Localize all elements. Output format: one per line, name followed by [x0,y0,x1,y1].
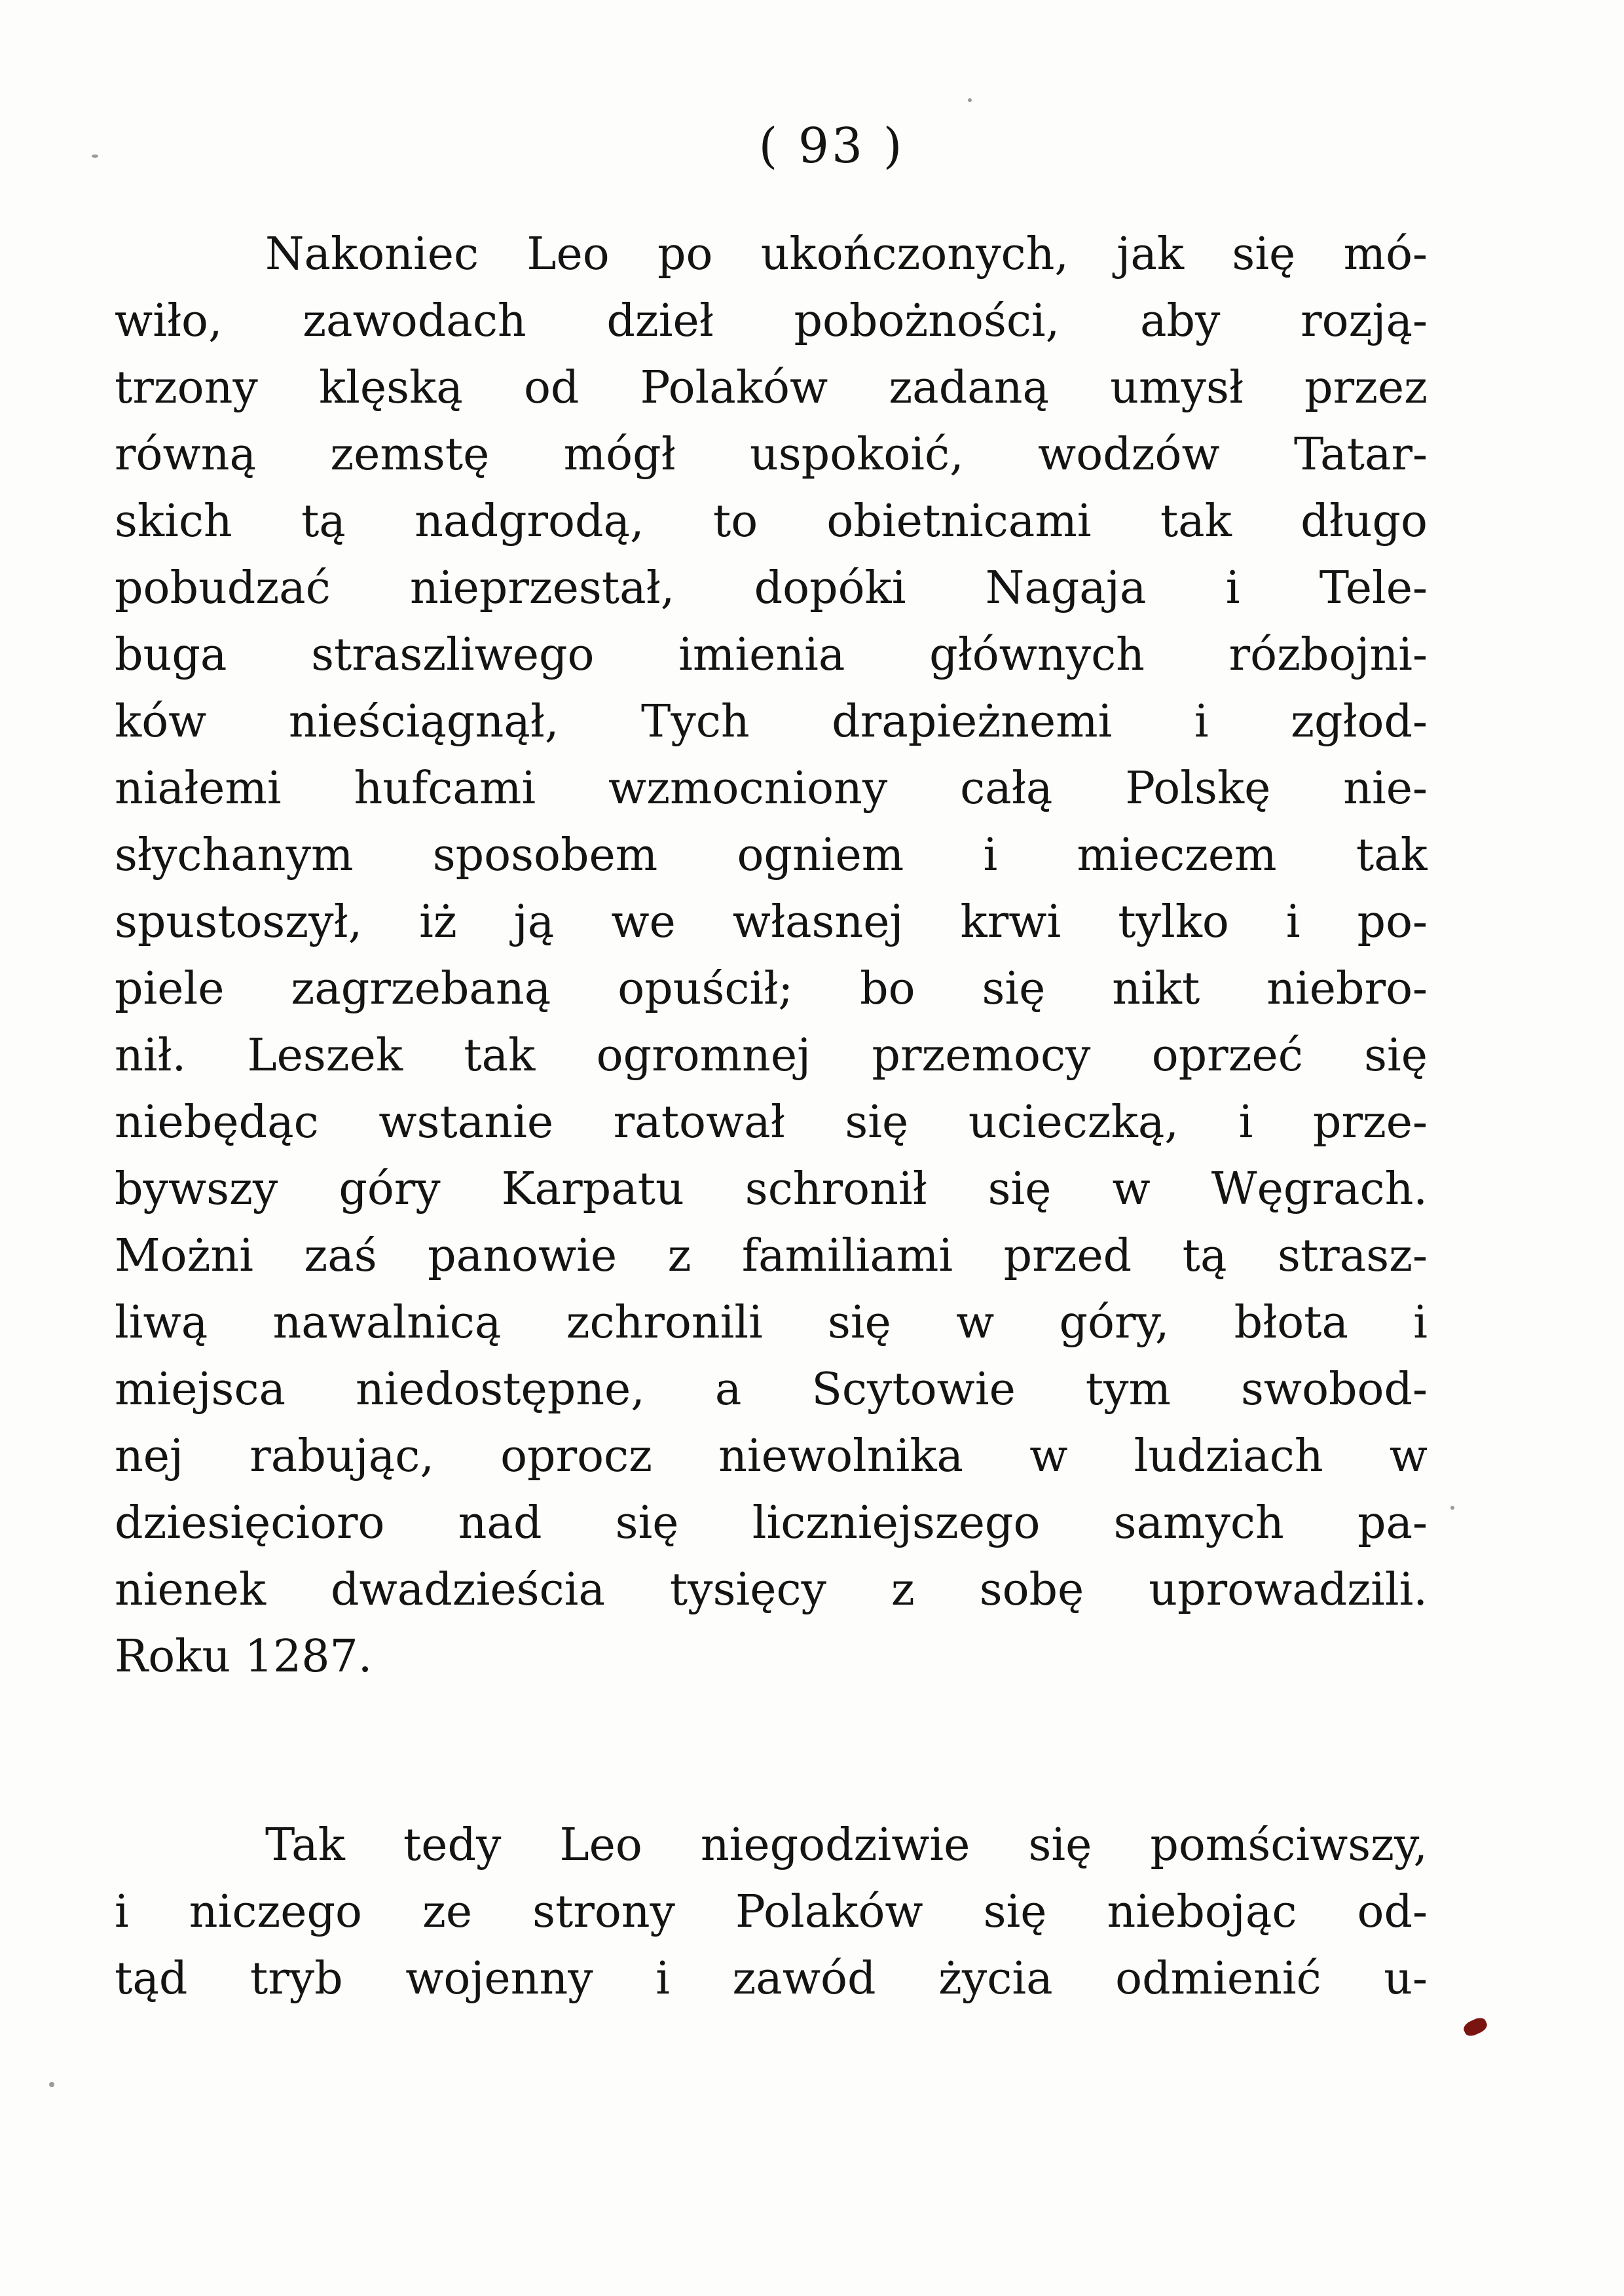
text-line: skich tą nadgrodą, to obietnicami tak długo [115,496,1428,547]
text-line: Nakoniec Leo po ukończonych, jak się mó- [265,228,1428,280]
text-line: nienek dwadzieścia tysięcy z sobę uprowadzili. [115,1564,1428,1616]
text-line: wiło, zawodach dzieł pobożności, aby rozją- [115,295,1428,347]
text-line: równą zemstę mógł uspokoić, wodzów Tatar- [115,429,1428,481]
text-line: dziesięcioro nad się liczniejszego samych pa- [115,1497,1428,1549]
text-line: bywszy góry Karpatu schronił się w Węgrach. [115,1163,1428,1215]
text-line: ków nieściągnął, Tych drapieżnemi i zgłod- [115,696,1428,748]
paper-speck [49,2082,54,2087]
text-line: tąd tryb wojenny i zawód życia odmienić u- [115,1953,1428,2005]
paragraph-1 [115,221,1428,1690]
text-line: Możni zaś panowie z familiami przed tą strasz- [115,1230,1428,1282]
text-line: Tak tedy Leo niegodziwie się pomściwszy, [265,1819,1428,1871]
text-line: niebędąc wstanie ratował się ucieczką, i prze- [115,1097,1428,1148]
text-line: i niczego ze strony Polaków się niebojąc od- [115,1886,1428,1938]
paper-speck [92,155,98,158]
text-line: liwą nawalnicą zchronili się w góry, błota i [115,1297,1428,1349]
text-line: nej rabując, oprocz niewolnika w ludziach w [115,1430,1428,1482]
paper-speck [968,98,972,102]
text-line: niałemi hufcami wzmocniony całą Polskę nie- [115,763,1428,814]
paragraph-2 [115,1812,1428,2013]
text-line: nił. Leszek tak ogromnej przemocy oprzeć się [115,1030,1428,1082]
ink-mark [1462,2015,1489,2038]
text-line: pobudzać nieprzestał, dopóki Nagaja i Tele- [115,562,1428,614]
text-line: słychanym sposobem ogniem i mieczem tak [115,829,1428,881]
text-line: buga straszliwego imienia głównych rózbojni- [115,629,1428,681]
text-line: miejsca niedostępne, a Scytowie tym swobod- [115,1364,1428,1415]
text-line: Roku 1287. [115,1631,373,1683]
text-line: piele zagrzebaną opuścił; bo się nikt niebro- [115,963,1428,1015]
text-line: spustoszył, iż ją we własnej krwi tylko i po- [115,896,1428,948]
paper-speck [1450,1506,1454,1510]
page-number: ( 93 ) [758,118,905,174]
text-line: trzony klęską od Polaków zadaną umysł przez [115,362,1428,414]
